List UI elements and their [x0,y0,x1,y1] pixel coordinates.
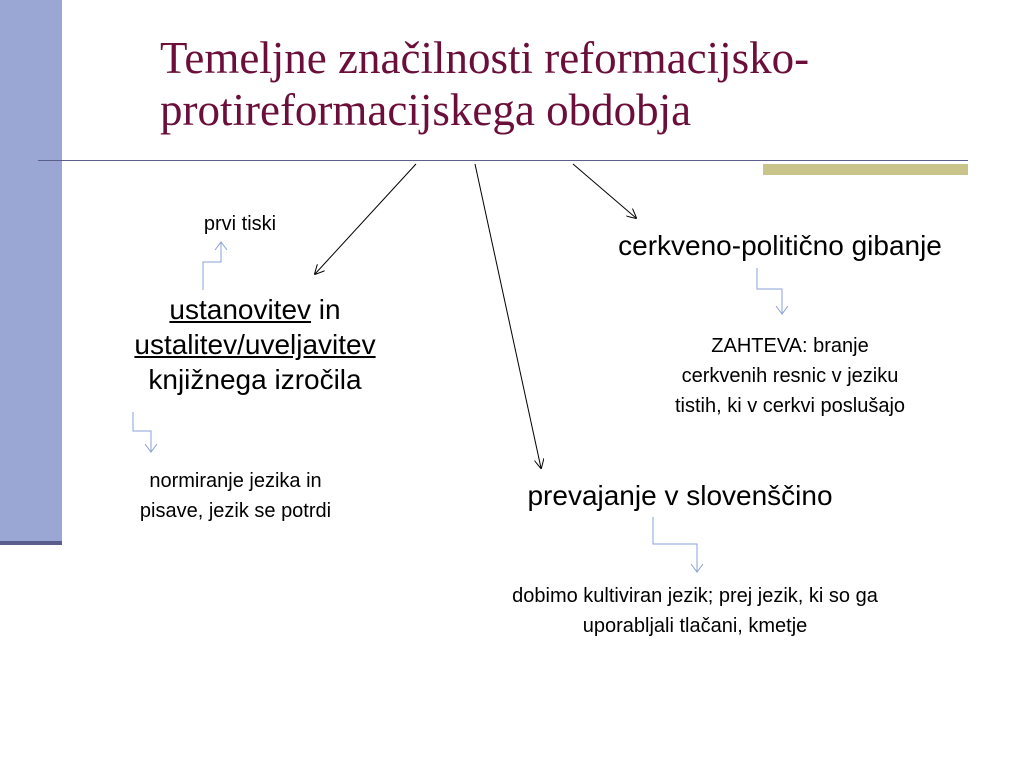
arrow-to-prevajanje [475,164,541,468]
knjiznega-line: knjižnega izročila [148,364,362,395]
dobimo-note [440,581,950,641]
zahteva-line-3: tistih, ki v cerkvi poslušajo [674,395,906,417]
dobimo-line-2: uporabljali tlačani, kmetje [582,615,808,637]
connector-to-normiranje [133,412,151,452]
normiranje-note [98,466,373,526]
cerkveno-heading: cerkveno-politično gibanje [618,230,942,261]
title-line-2: protireformacijskega obdobja [160,85,692,135]
prevajanje-heading: prevajanje v slovenščino [527,480,833,511]
zahteva-line-1: ZAHTEVA: branje [711,335,869,357]
normiranje-line-1: normiranje jezika in [149,470,322,492]
zahteva-note [630,331,950,421]
prvi-tiski-label: prvi tiski [203,213,277,235]
normiranje-line-2: pisave, jezik se potrdi [139,500,332,522]
arrow-to-ustanovitev [315,164,416,274]
dobimo-line-1: dobimo kultiviran jezik; prej jezik, ki so ga [512,585,878,607]
connector-to-zahteva [757,268,782,314]
ustanovitev-word: ustanovitev [169,294,312,325]
ustanovitev-block [95,292,415,397]
connector-to-dobimo [653,517,697,572]
zahteva-line-2: cerkvenih resnic v jeziku [681,365,899,387]
ustanovitev-in: in [311,294,341,325]
ustalitev-line: ustalitev/uveljavitev [134,329,376,360]
connector-to-prvi-tiski [203,242,221,290]
arrow-to-cerkveno [573,164,636,218]
title-line-1: Temeljne značilnosti reformacijsko- [160,33,810,83]
